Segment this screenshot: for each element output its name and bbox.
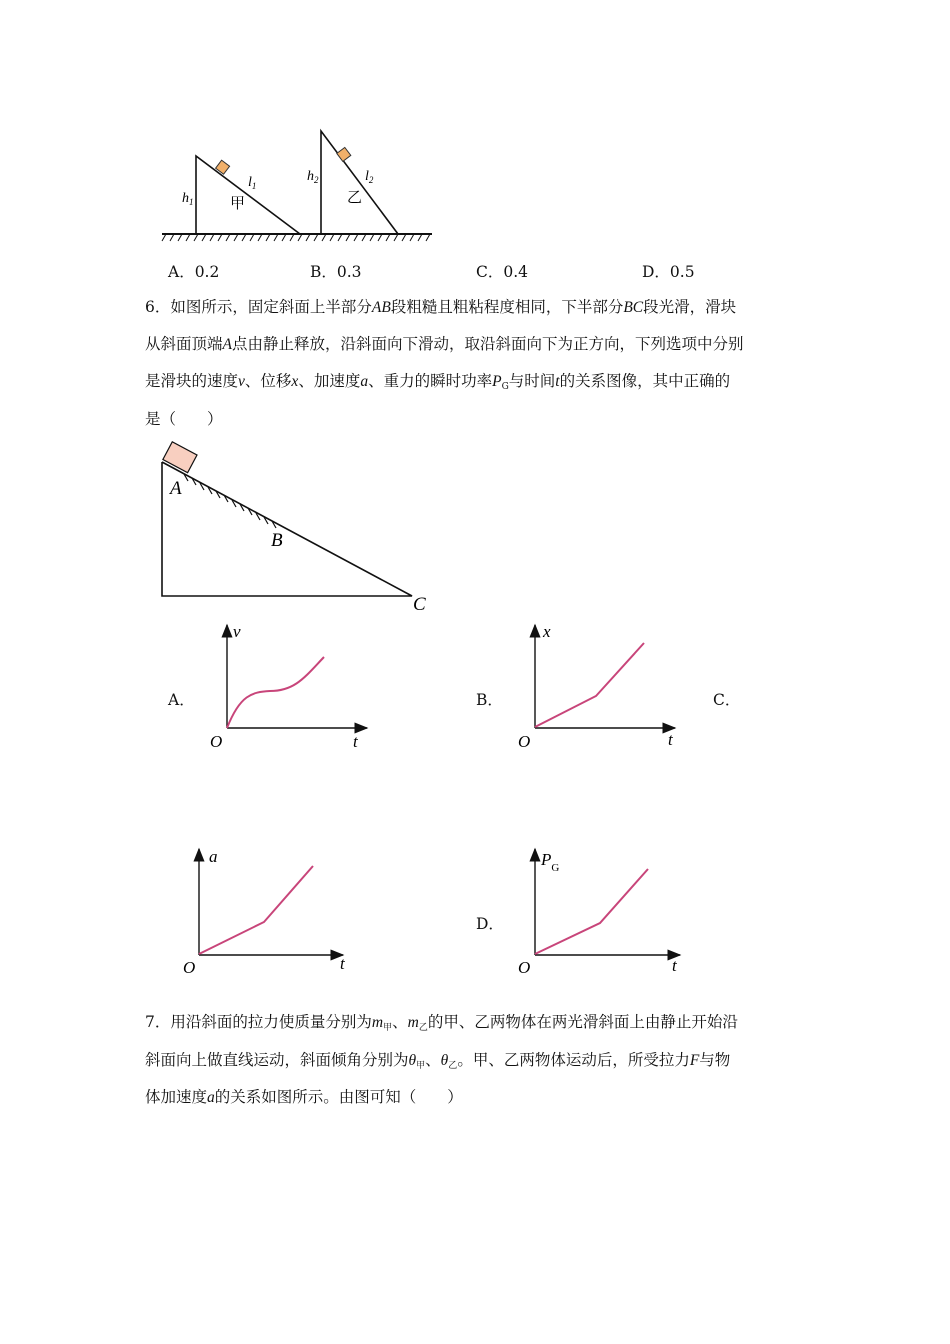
text: 6．如图所示，固定斜面上半部分 (145, 298, 372, 316)
bc-segment: BC (623, 299, 644, 316)
q6-option-a-label[interactable]: A． (168, 691, 195, 709)
v-curve (227, 657, 324, 728)
text: 、加速度 (298, 372, 361, 390)
var-v: v (238, 373, 245, 390)
var-f: F (689, 1052, 700, 1069)
var-p: P (492, 373, 502, 390)
q5-option-c[interactable]: C．0.4 (476, 263, 529, 281)
q6-stem-line1 (145, 297, 736, 318)
text: 是滑块的速度 (145, 372, 239, 390)
text: 、 (392, 1013, 408, 1031)
q7-stem-line1 (145, 1012, 738, 1038)
slope-label-a: A (170, 478, 182, 499)
text: 段粗糙且粗粘程度相同，下半部分 (390, 298, 624, 316)
slider-block (163, 442, 197, 473)
axis-x-label: t (353, 732, 358, 751)
q7-stem-line3 (145, 1087, 463, 1108)
jia-label: 甲 (230, 196, 246, 212)
ab-segment: AB (371, 299, 391, 316)
origin-label: O (210, 732, 223, 751)
origin-label: O (518, 732, 531, 751)
var-a: a (207, 1089, 215, 1106)
var-x: x (291, 373, 299, 390)
incline-jia (196, 156, 300, 234)
axis-y-label: v (233, 622, 241, 641)
axis-x-label: t (672, 956, 677, 975)
incline-yi (321, 131, 398, 234)
q5-option-a[interactable]: A．0.2 (168, 263, 220, 281)
slope-triangle (162, 462, 412, 596)
q7-stem-line2 (145, 1050, 730, 1076)
h1-label: $h_1$ (182, 191, 194, 207)
text: 从斜面顶端 (145, 335, 223, 353)
text: 与物 (699, 1051, 731, 1069)
text: 7．用沿斜面的拉力使质量分别为 (145, 1013, 372, 1031)
q6-option-b-label[interactable]: B． (476, 691, 503, 709)
q6-option-c-graph[interactable] (175, 843, 355, 978)
q6-option-a-graph[interactable] (200, 615, 375, 755)
q6-slope-figure (150, 440, 440, 615)
l2-label: $l_2$ (365, 169, 374, 185)
slope-label-b: B (271, 530, 283, 551)
q6-option-b-graph[interactable] (508, 615, 683, 755)
q5-option-d[interactable]: D．0.5 (642, 263, 695, 281)
axis-x-label: t (340, 954, 345, 973)
l1-label: $l_1$ (248, 175, 257, 191)
q6-stem-line3 (145, 371, 730, 397)
var-theta-yi: θ (440, 1052, 449, 1069)
text: 点由静止释放，沿斜面向下滑动，取沿斜面向下为正方向，下列选项中分别 (231, 335, 744, 353)
text: 、位移 (244, 372, 292, 390)
x-curve (535, 643, 644, 727)
h2-label: $h_2$ (307, 169, 319, 185)
text: 的关系图像，其中正确的 (559, 372, 731, 390)
q6-stem-line2 (145, 334, 744, 355)
text: 体加速度 (145, 1088, 208, 1106)
text: 、重力的瞬时功率 (368, 372, 493, 390)
text: 斜面向上做直线运动，斜面倾角分别为 (145, 1051, 409, 1069)
var-a: a (360, 373, 369, 390)
text: 与时间 (508, 372, 556, 390)
axis-y-label: x (543, 622, 551, 641)
sub-jia: 甲 (383, 1023, 393, 1033)
rough-hatching (184, 474, 276, 528)
text: 的甲、乙两物体在两光滑斜面上由静止开始沿 (427, 1013, 738, 1031)
var-t: t (555, 373, 560, 390)
origin-label: O (183, 958, 196, 977)
q6-stem-line4: 是（ ） (145, 410, 223, 428)
q6-option-c-label[interactable]: C． (713, 691, 741, 709)
text: 段光滑，滑块 (643, 298, 737, 316)
var-m-yi: m (407, 1014, 419, 1031)
q6-option-d-graph[interactable] (510, 843, 690, 978)
sub-yi: 乙 (448, 1061, 458, 1071)
pg-curve (535, 869, 648, 954)
var-m-jia: m (371, 1014, 384, 1031)
sub-yi: 乙 (418, 1023, 428, 1033)
origin-label: O (518, 958, 531, 977)
point-a: A (222, 336, 232, 353)
sub-jia: 甲 (416, 1061, 426, 1071)
q5-option-b[interactable]: B．0.3 (310, 263, 362, 281)
slope-label-c: C (413, 594, 426, 615)
text: 的关系如图所示。由图可知（ ） (214, 1088, 463, 1106)
ground-hatching (162, 234, 430, 241)
axis-y-label: a (209, 847, 218, 866)
a-curve (199, 866, 313, 954)
text: 。甲、乙两物体运动后，所受拉力 (457, 1051, 690, 1069)
yi-label: 乙 (347, 190, 363, 206)
axis-y-label: $P_G$ (541, 850, 560, 874)
block-yi (337, 147, 351, 161)
var-theta-jia: θ (408, 1052, 417, 1069)
axis-x-label: t (668, 730, 673, 749)
q6-option-d-label[interactable]: D． (476, 915, 504, 933)
text: 、 (425, 1051, 441, 1069)
var-p-sub: G (501, 382, 509, 392)
q5-inclines-figure (150, 120, 450, 250)
